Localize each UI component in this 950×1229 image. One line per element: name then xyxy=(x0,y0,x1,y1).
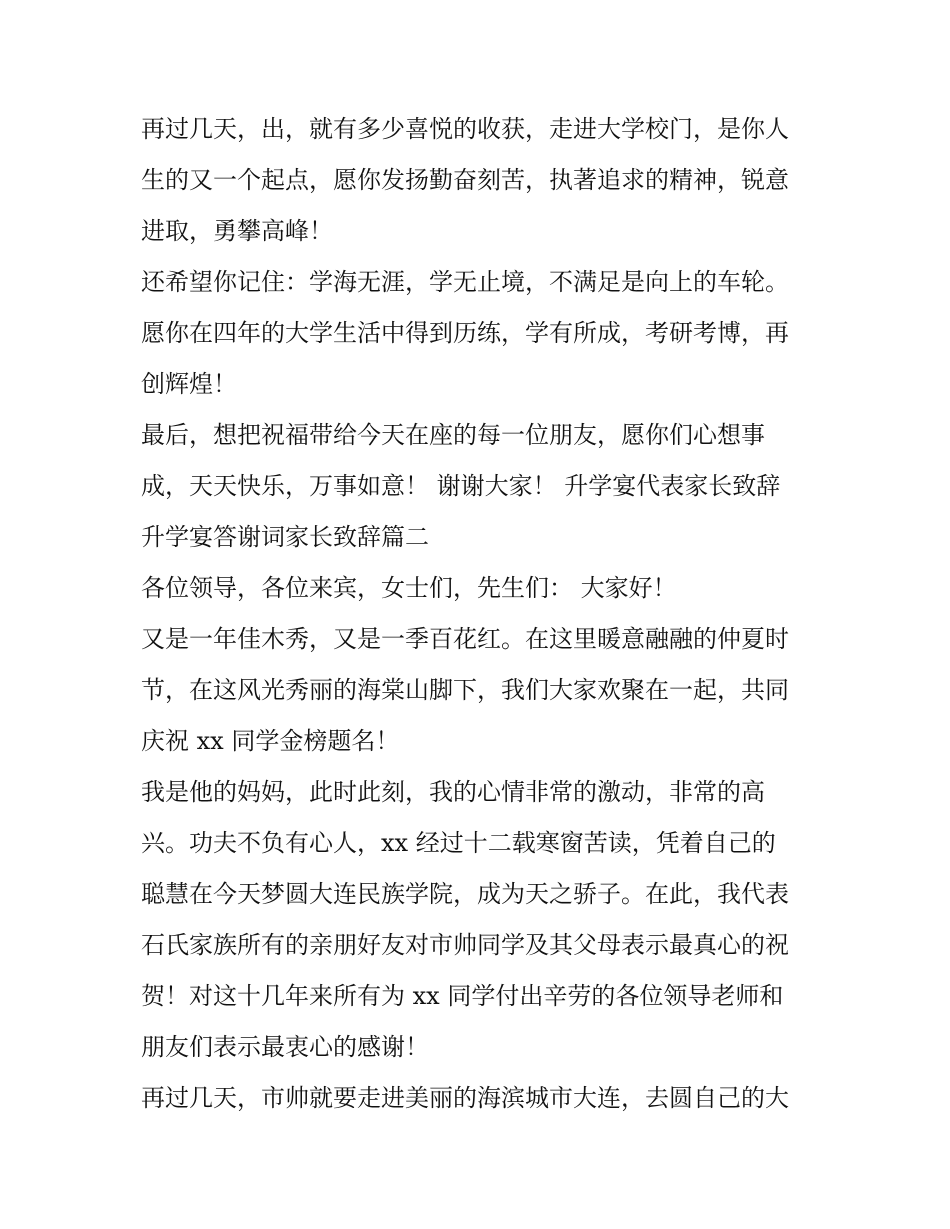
text-line: 创辉煌！ xyxy=(141,370,237,398)
text-line: 我是他的妈妈，此时此刻，我的心情非常的激动，非常的高 xyxy=(141,778,765,806)
text-line: 节，在这风光秀丽的海棠山脚下，我们大家欢聚在一起，共同 xyxy=(141,676,789,704)
text-line: 再过几天，出，就有多少喜悦的收获，走进大学校门，是你人 xyxy=(141,115,789,143)
text-line: 还希望你记住：学海无涯，学无止境，不满足是向上的车轮。 xyxy=(141,268,789,296)
document-body xyxy=(141,104,821,1124)
text-line: 庆祝 xx 同学金榜题名！ xyxy=(141,727,400,755)
text-line: 兴。功夫不负有心人，xx 经过十二载寒窗苦读，凭着自己的 xyxy=(141,829,776,857)
text-line: 又是一年佳木秀，又是一季百花红。在这里暖意融融的仲夏时 xyxy=(141,625,789,653)
text-line: 进取，勇攀高峰！ xyxy=(141,217,333,245)
text-line: 最后，想把祝福带给今天在座的每一位朋友，愿你们心想事 xyxy=(141,421,765,449)
text-line: 聪慧在今天梦圆大连民族学院，成为天之骄子。在此，我代表 xyxy=(141,880,789,908)
text-line: 愿你在四年的大学生活中得到历练，学有所成，考研考博，再 xyxy=(141,319,789,347)
section-heading: 升学宴答谢词家长致辞篇二 xyxy=(141,523,429,551)
text-line: 成，天天快乐，万事如意！ 谢谢大家！ 升学宴代表家长致辞 xyxy=(141,472,781,500)
text-line: 各位领导，各位来宾，女士们，先生们： 大家好！ xyxy=(141,574,677,602)
text-line: 朋友们表示最衷心的感谢！ xyxy=(141,1033,429,1061)
text-line: 石氏家族所有的亲朋好友对市帅同学及其父母表示最真心的祝 xyxy=(141,931,789,959)
text-line: 再过几天，市帅就要走进美丽的海滨城市大连，去圆自己的大 xyxy=(141,1084,789,1112)
text-line: 生的又一个起点，愿你发扬勤奋刻苦，执著追求的精神，锐意 xyxy=(141,166,789,194)
text-line: 贺！对这十几年来所有为 xx 同学付出辛劳的各位领导老师和 xyxy=(141,982,784,1010)
